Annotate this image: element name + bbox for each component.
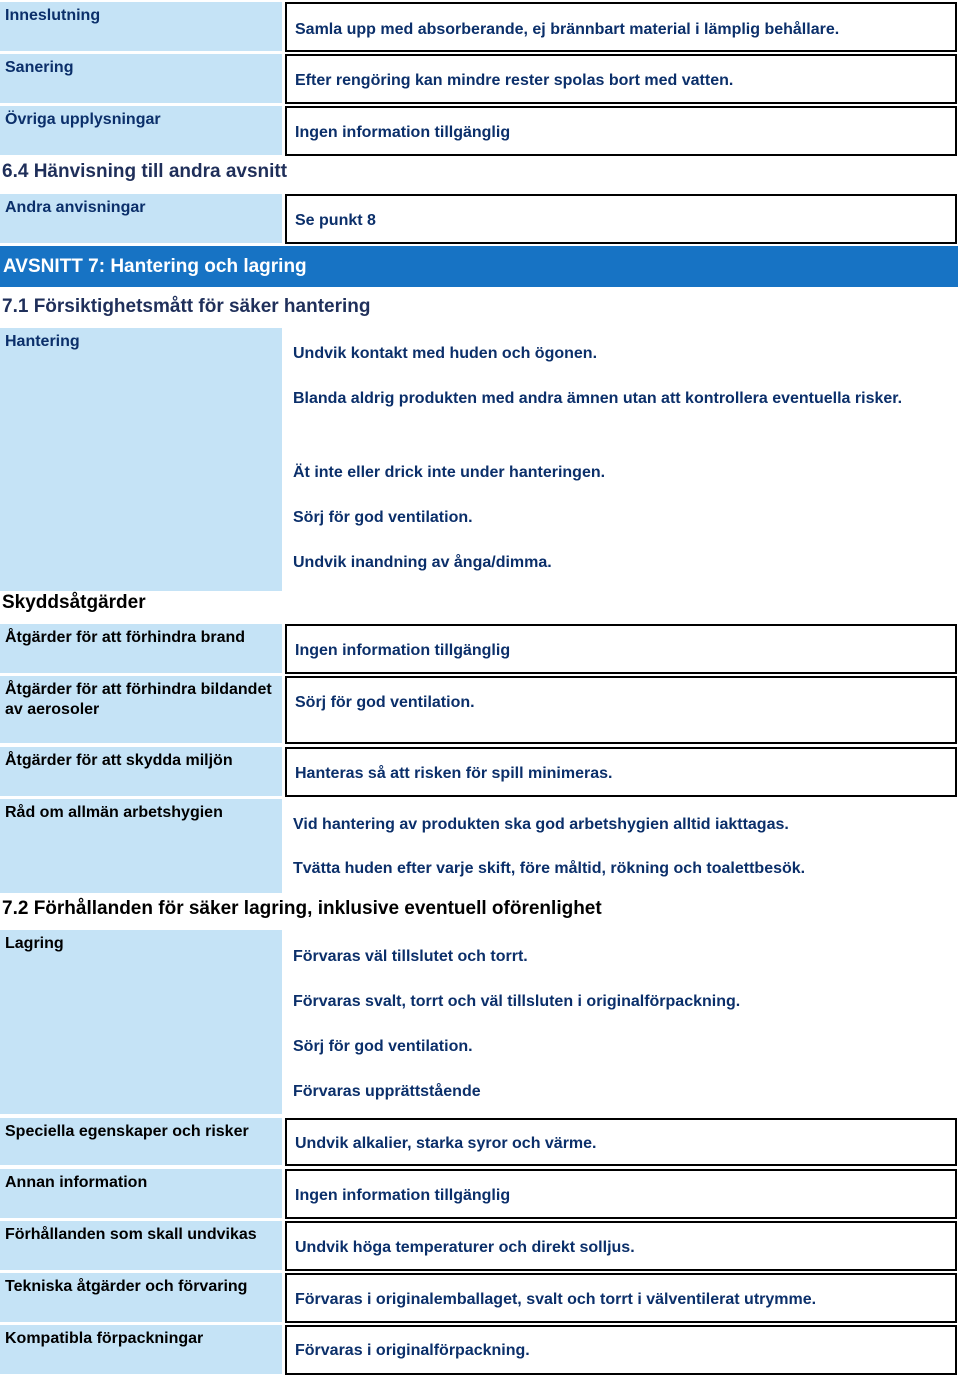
label-annan-information: Annan information <box>0 1169 282 1218</box>
arbetshygien-line: Vid hantering av produkten ska god arbetshygien alltid iakttagas. <box>293 816 789 833</box>
value-skydda-miljon-box <box>285 747 957 797</box>
label-hantering: Hantering <box>0 328 282 591</box>
value-ovriga-upplysningar: Ingen information tillgänglig <box>295 124 511 141</box>
label-ovriga-upplysningar: Övriga upplysningar <box>0 106 282 155</box>
value-sanering-box <box>285 54 957 104</box>
hantering-line: Blanda aldrig produkten med andra ämnen utan att kontrollera eventuella risker. <box>293 390 903 407</box>
heading-7-1: 7.1 Försiktighetsmått för säker hantering <box>2 296 371 317</box>
value-forhindra-brand: Ingen information tillgänglig <box>295 642 511 659</box>
arbetshygien-line: Tvätta huden efter varje skift, före måltid, rökning och toalettbesök. <box>293 860 806 877</box>
value-kompatibla-box <box>285 1325 957 1375</box>
heading-6-4: 6.4 Hänvisning till andra avsnitt <box>2 161 288 182</box>
label-forhallanden-undvikas: Förhållanden som skall undvikas <box>0 1221 282 1270</box>
heading-7-2: 7.2 Förhållanden för säker lagring, inklusive eventuell oförenlighet <box>2 898 602 919</box>
section-7-title: AVSNITT 7: Hantering och lagring <box>0 246 958 287</box>
value-forhallanden-undvikas: Undvik höga temperaturer och direkt solljus. <box>295 1239 635 1256</box>
label-arbetshygien: Råd om allmän arbetshygien <box>0 799 282 893</box>
value-inneslutning: Samla upp med absorberande, ej brännbart material i lämplig behållare. <box>295 21 840 38</box>
value-forhallanden-box <box>285 1221 957 1271</box>
value-kompatibla-forpackningar: Förvaras i originalförpackning. <box>295 1342 530 1359</box>
value-andra-anvisningar: Se punkt 8 <box>295 212 376 229</box>
label-inneslutning: Inneslutning <box>0 2 282 51</box>
value-ovriga-box <box>285 106 957 156</box>
label-andra-anvisningar: Andra anvisningar <box>0 194 282 243</box>
value-andra-box <box>285 194 957 244</box>
value-speciella-egenskaper: Undvik alkalier, starka syror och värme. <box>295 1135 597 1152</box>
value-speciella-box <box>285 1118 957 1166</box>
value-tekniska-atgarder: Förvaras i originalemballaget, svalt och torrt i välventilerat utrymme. <box>295 1291 817 1308</box>
hantering-line: Undvik kontakt med huden och ögonen. <box>293 345 598 362</box>
label-skydda-miljon: Åtgärder för att skydda miljön <box>0 747 282 796</box>
heading-skyddsatgarder: Skyddsåtgärder <box>2 592 146 613</box>
value-lagring-box <box>285 930 957 1112</box>
value-arbetshygien-box <box>285 799 957 890</box>
lagring-line: Förvaras upprättstående <box>293 1083 481 1100</box>
label-forhindra-brand: Åtgärder för att förhindra brand <box>0 624 282 673</box>
value-hantering-box <box>285 328 957 582</box>
label-tekniska-atgarder: Tekniska åtgärder och förvaring <box>0 1273 282 1322</box>
lagring-line: Förvaras väl tillslutet och torrt. <box>293 948 528 965</box>
value-annan-box <box>285 1169 957 1219</box>
value-annan-information: Ingen information tillgänglig <box>295 1187 511 1204</box>
value-inneslutning-box <box>285 2 957 52</box>
lagring-line: Sörj för god ventilation. <box>293 1038 473 1055</box>
label-forhindra-aerosoler: Åtgärder för att förhindra bildandet av aerosoler <box>0 676 282 743</box>
value-forhindra-aerosoler: Sörj för god ventilation. <box>295 694 475 711</box>
label-sanering: Sanering <box>0 54 282 103</box>
value-forhindra-brand-box <box>285 624 957 674</box>
label-lagring: Lagring <box>0 930 282 1114</box>
value-skydda-miljon: Hanteras så att risken för spill minimeras. <box>295 765 613 782</box>
value-tekniska-box <box>285 1273 957 1323</box>
hantering-line: Undvik inandning av ånga/dimma. <box>293 554 552 571</box>
hantering-line: Ät inte eller drick inte under hanteringen. <box>293 464 606 481</box>
value-forhindra-aerosoler-box <box>285 676 957 744</box>
lagring-line: Förvaras svalt, torrt och väl tillsluten i originalförpackning. <box>293 993 741 1010</box>
label-kompatibla-forpackningar: Kompatibla förpackningar <box>0 1325 282 1374</box>
label-speciella-egenskaper: Speciella egenskaper och risker <box>0 1118 282 1165</box>
hantering-line: Sörj för god ventilation. <box>293 509 473 526</box>
value-sanering: Efter rengöring kan mindre rester spolas bort med vatten. <box>295 72 734 89</box>
